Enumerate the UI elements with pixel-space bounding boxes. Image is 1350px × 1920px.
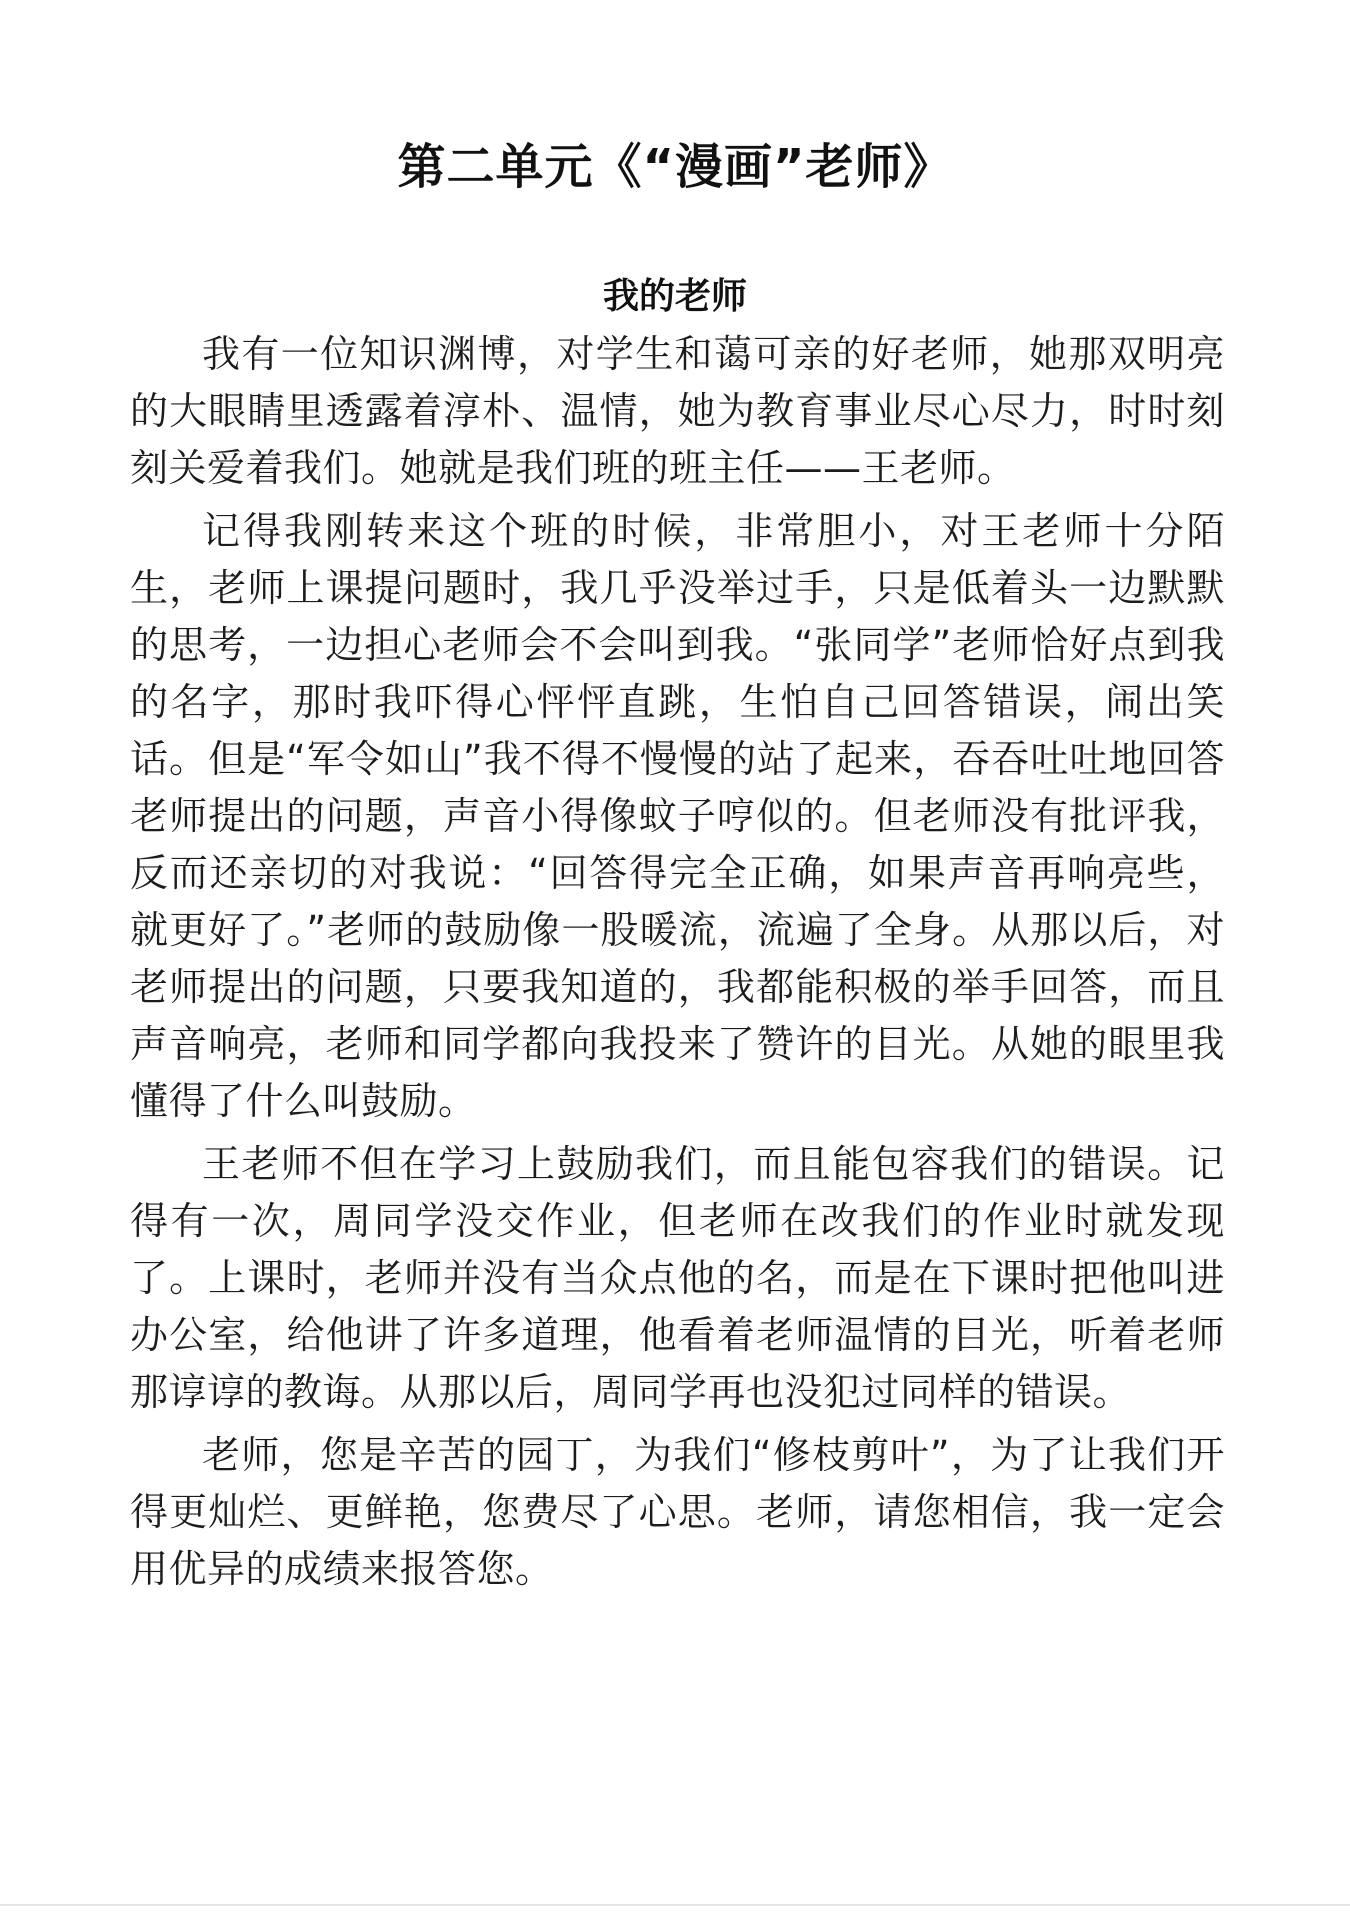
page-bottom-divider [0, 1904, 1350, 1906]
essay-paragraph-2: 记得我刚转来这个班的时候，非常胆小，对王老师十分陌生，老师上课提问题时，我几乎没举过手，只是低着头一边默默的思考，一边担心老师会不会叫到我。“张同学”老师恰好点到我的名字，那时我吓得心怦怦直跳，生怕自己回答错误，闹出笑话。但是“军令如山”我不得不慢慢的站了起来，吞吞吐吐地回答老师提出的问题，声音小得像蚊子哼似的。但老师没有批评我，反而还亲切的对我说：“回答得完全正确，如果声音再响亮些，就更好了。”老师的鼓励像一股暖流，流遍了全身。从那以后，对老师提出的问题，只要我知道的，我都能积极的举手回答，而且声音响亮，老师和同学都向我投来了赞许的目光。从她的眼里我懂得了什么叫鼓励。 [130, 509, 1225, 1123]
unit-title: 第二单元《“漫画”老师》 [397, 139, 953, 195]
essay-paragraph-1: 我有一位知识渊博，对学生和蔼可亲的好老师，她那双明亮的大眼睛里透露着淳朴、温情，她为教育事业尽心尽力，时时刻刻关爱着我们。她就是我们班的班主任——王老师。 [130, 332, 1225, 490]
essay-body [130, 326, 1225, 1604]
essay-title: 我的老师 [602, 276, 747, 317]
essay-paragraph-3: 王老师不但在学习上鼓励我们，而且能包容我们的错误。记得有一次，周同学没交作业，但老师在改我们的作业时就发现了。上课时，老师并没有当众点他的名，而是在下课时把他叫进办公室，给他讲了许多道理，他看着老师温情的目光，听着老师那谆谆的教诲。从那以后，周同学再也没犯过同样的错误。 [130, 1142, 1225, 1414]
essay-paragraph-4: 老师，您是辛苦的园丁，为我们“修枝剪叶”，为了让我们开得更灿烂、更鲜艳，您费尽了心思。老师，请您相信，我一定会用优异的成绩来报答您。 [130, 1433, 1225, 1591]
